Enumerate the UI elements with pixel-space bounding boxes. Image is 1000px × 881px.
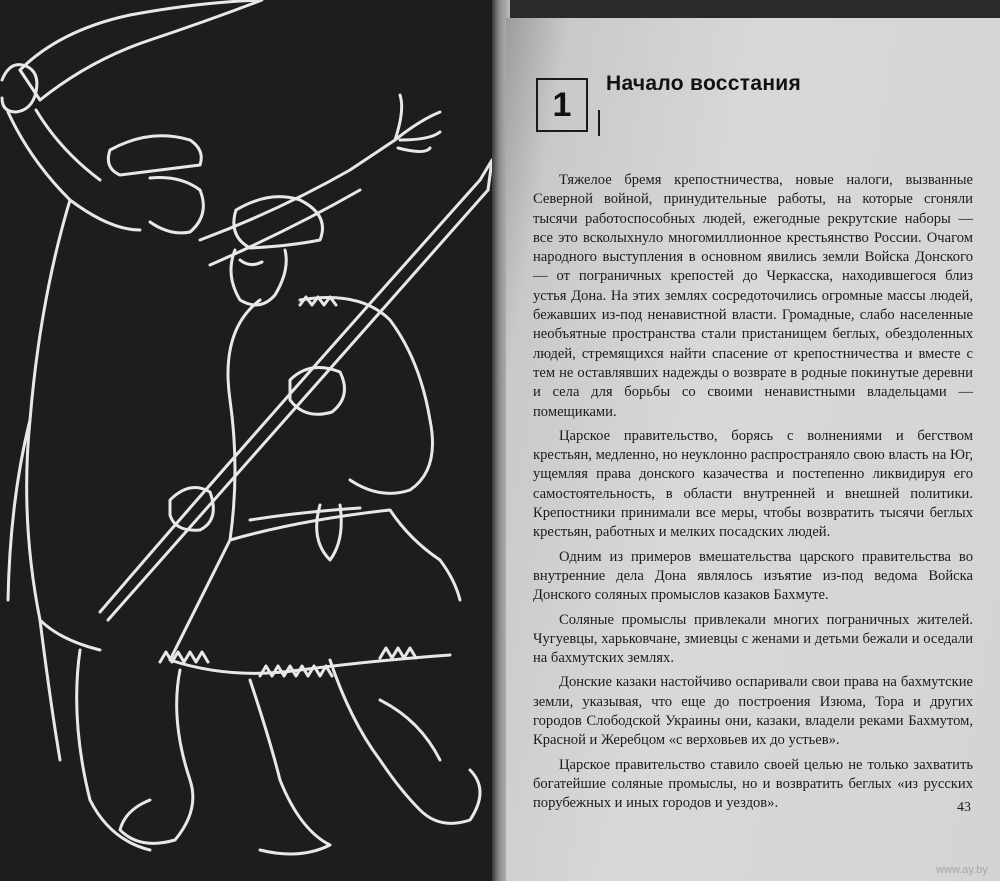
paragraph: Донские казаки настойчиво оспаривали свои права на бахмутские земли, указывая, что еще до построения Изюма, Тора и других городов Слободской Украины они, казаки, владели реками Бахмутом, Красной и Жеребцом «с верховьев их до устьев». [533,674,973,749]
watermark: www.ay.by [936,864,988,876]
cossacks-illustration [0,0,496,881]
chapter-number: 1 [552,85,572,124]
paragraph: Царское правительство ставило своей целью не только захватить богатейшие соляные промыслы, но и возвратить беглых «из русских порубежных и иных городов и уездов». [533,756,973,812]
paragraph: Тяжелое бремя крепостничества, новые налоги, вызванные Северной войной, принудительные работы, на которые сгоняли тысячи работоспособных людей, ежегодные рекрутские наборы — все это всколыхнуло многомиллионное крестьянство России. Очагом народного выступления в основном явились земли Войска Донского — от пограничных крепостей до Черкасска, находившегося близ устья Дона. На этих землях сосредоточились огромные массы людей, бежавших из-под ненавистной власти. Громадные, слабо населенные необъятные пространства стали пристанищем беглых, обездоленных людей, стремящихся найти спасение от крепостничества и вместе с тем не оставлявших надежды о возврате в родные покинутые деревни и села для борьбы со своими ненавистными владельцами — помещиками. [533,172,973,420]
body-text [533,171,973,819]
illustration-page [0,0,496,881]
chapter-rule [598,110,600,136]
paragraph: Царское правительство, борясь с волнениями и бегством крестьян, медленно, но неуклонно распространяло свою власть на Юг, ущемляя права донского казачества и постепенно ликвидируя его самостоятельность, в области внутренней и внешней политики. Крепостники принимали все меры, чтобы возвратить тысячи беглых крестьян, работных и мелких посадских людей. [533,427,973,541]
chapter-number-box [536,78,588,132]
paragraph: Соляные промыслы привлекали многих пограничных жителей. Чугуевцы, харьковчане, змиевцы с женами и детьми бежали и оседали на бахмутских землях. [533,611,973,667]
chapter-title: Начало восстания [606,72,802,95]
paragraph: Одним из примеров вмешательства царского правительства во внутренние дела Дона являлось изъятие из-под ведома Войска Донского соляных промыслов казаков Бахмуте. [533,548,973,604]
page-number: 43 [957,800,971,815]
